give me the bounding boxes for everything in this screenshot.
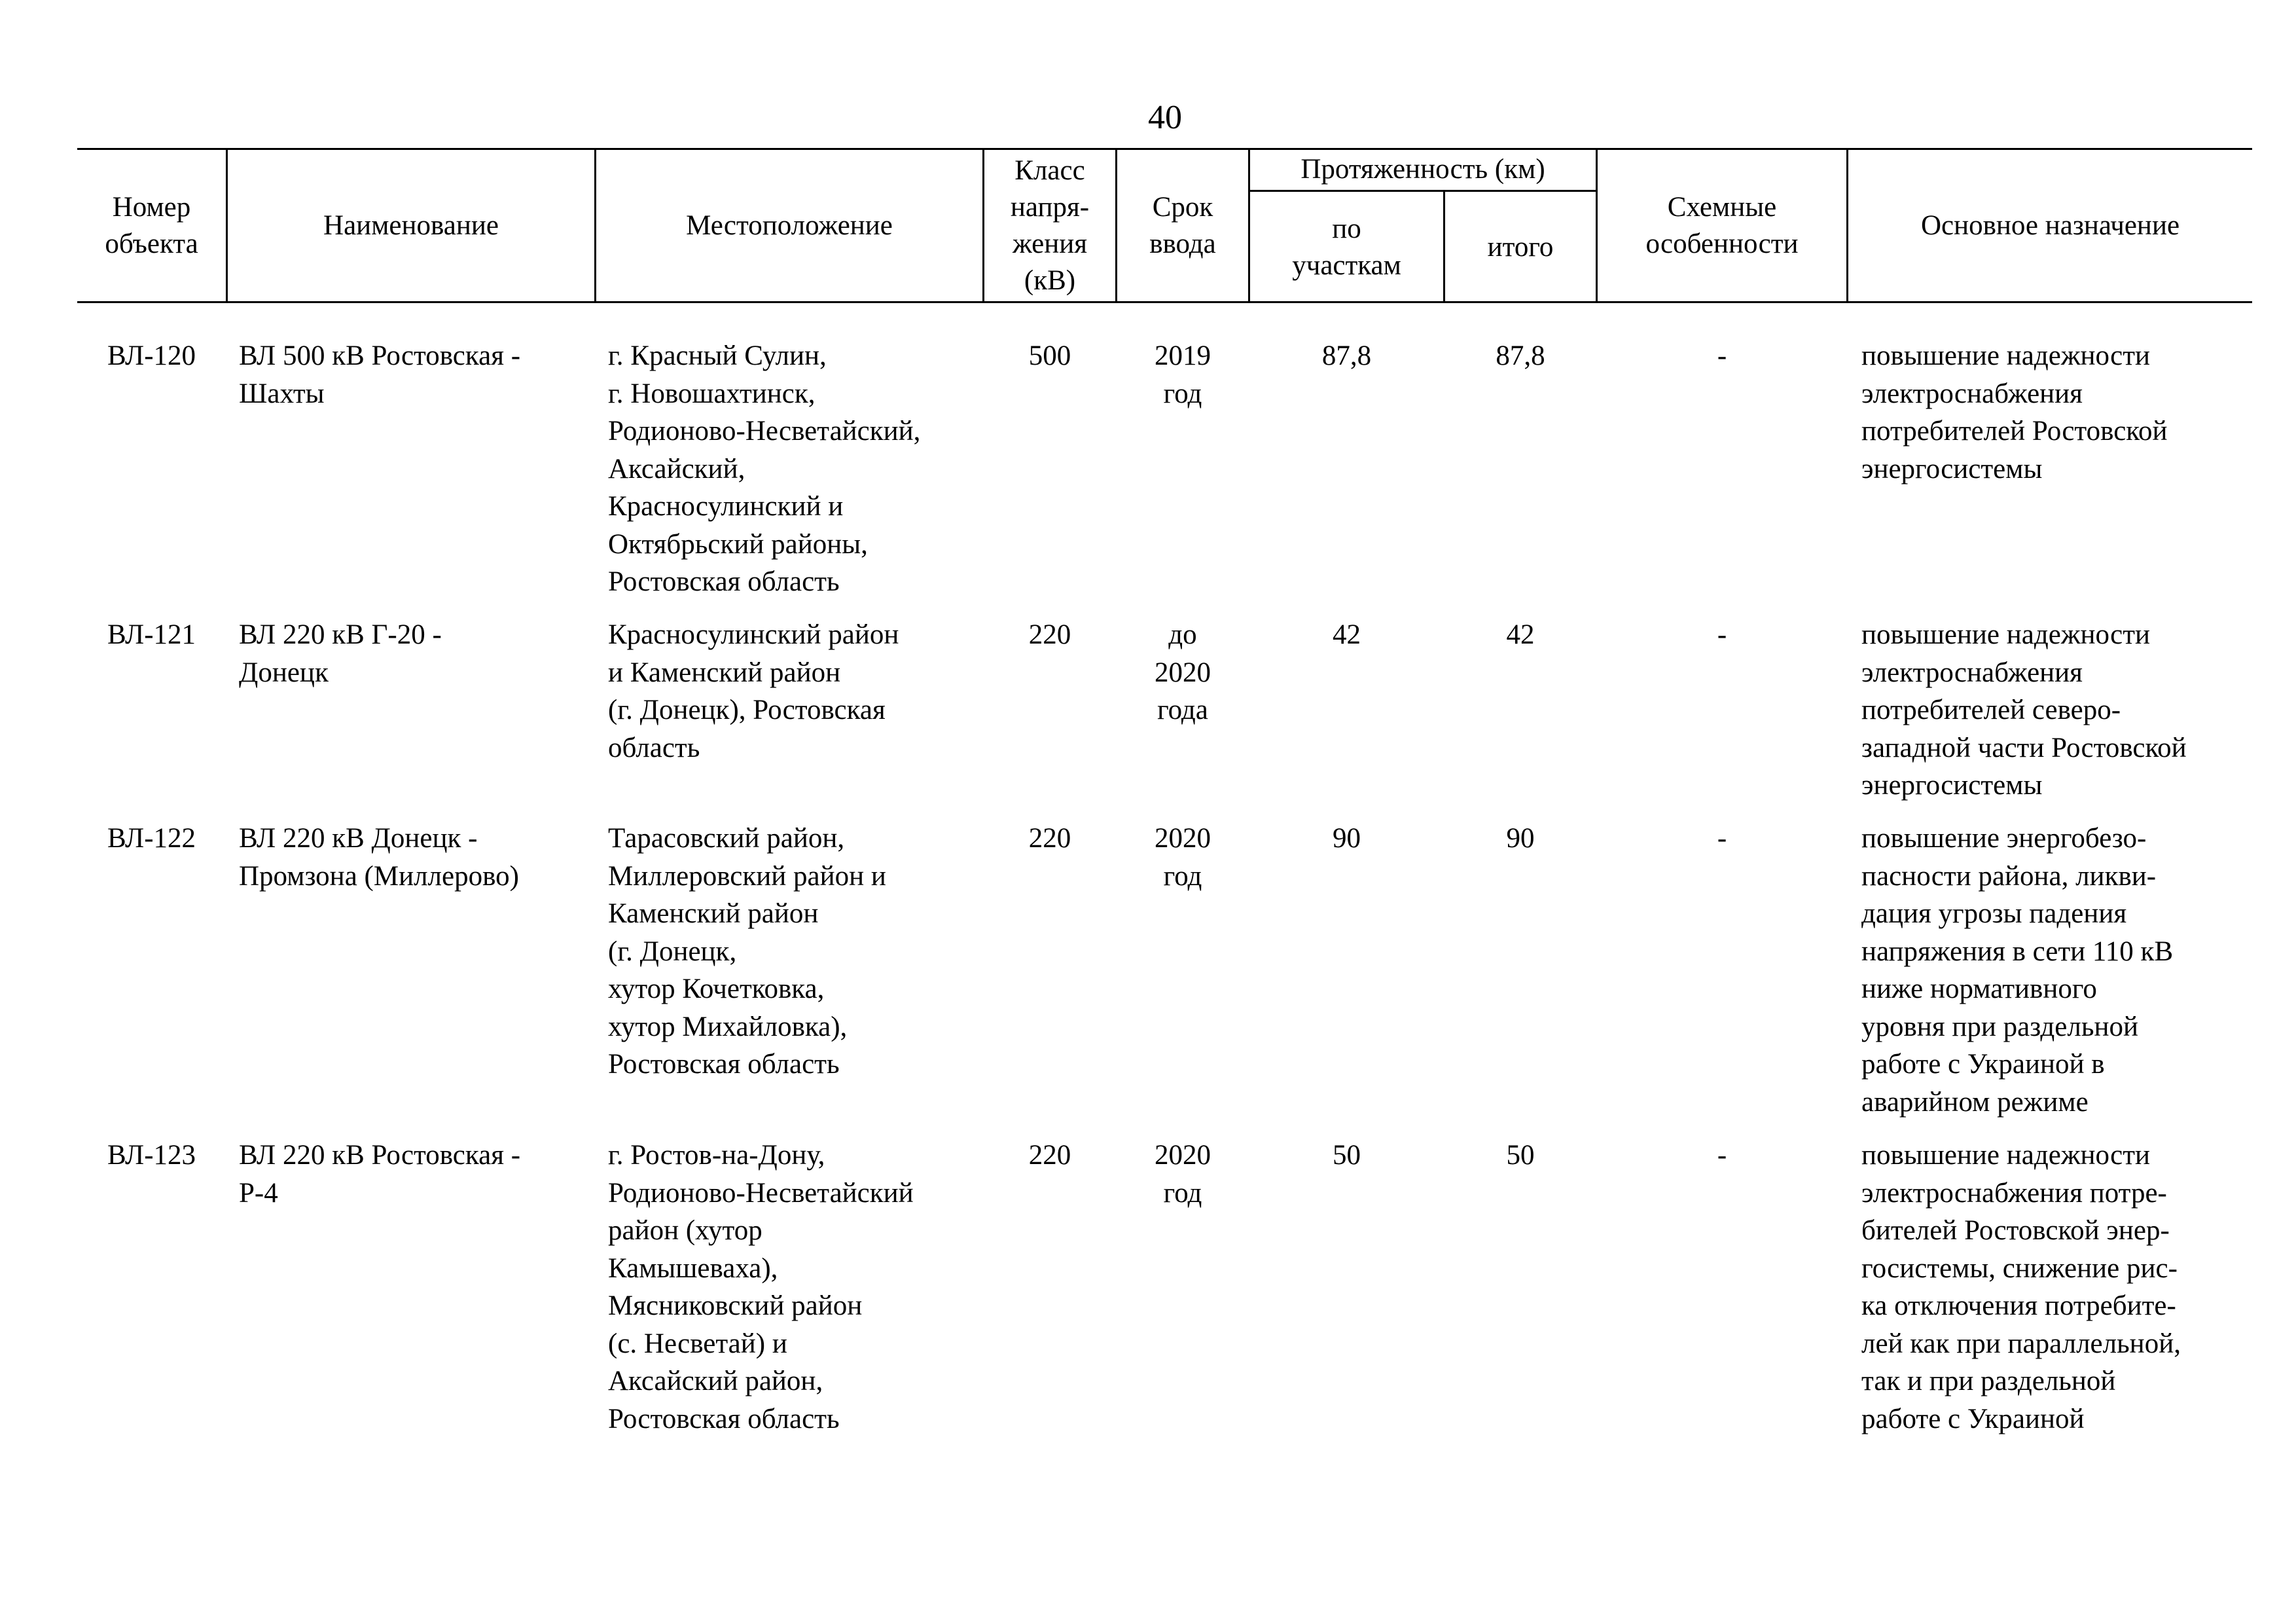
row-purpose: повышение энергобезо- пасности района, ликви- дация угрозы падения напряжения в сети 110 кВ ниже нормативного уровня при раздельной работе с Украиной в аварийном режиме bbox=[1861, 823, 2174, 1118]
header-number: Номер объекта bbox=[105, 191, 198, 259]
header-voltage: Класс напря- жения (кВ) bbox=[1010, 155, 1090, 296]
header-length-title: Протяженность (км) bbox=[1300, 154, 1545, 185]
row-scheme: - bbox=[1717, 340, 1727, 371]
row-purpose: повышение надежности электроснабжения потребителей Ростовской энергосистемы bbox=[1861, 340, 2168, 484]
row-number: ВЛ-120 bbox=[107, 340, 196, 371]
header-length-total: итого bbox=[1487, 231, 1554, 263]
row-length-total: 42 bbox=[1506, 619, 1535, 650]
row-scheme: - bbox=[1717, 823, 1727, 854]
header-term: Срок ввода bbox=[1149, 191, 1216, 259]
header-purpose: Основное назначение bbox=[1920, 210, 2180, 241]
row-term: 2020 год bbox=[1155, 823, 1211, 892]
row-purpose: повышение надежности электроснабжения потребителей северо- западной части Ростовской энергосистемы bbox=[1861, 619, 2187, 801]
row-length-total: 50 bbox=[1506, 1140, 1535, 1171]
row-length-total: 87,8 bbox=[1496, 340, 1545, 371]
header-location: Местоположение bbox=[686, 210, 893, 241]
row-voltage: 220 bbox=[1028, 1140, 1071, 1171]
row-location: Красносулинский район и Каменский район (г. Донецк), Ростовская область bbox=[608, 619, 899, 763]
header-length-underline bbox=[1250, 190, 1596, 192]
row-name: ВЛ 220 кВ Г-20 - Донецк bbox=[239, 619, 442, 688]
row-location: г. Ростов-на-Дону, Родионово-Несветайский район (хутор Камышеваха), Мясниковский район (с. Несветай) и Аксайский район, Ростовская область bbox=[608, 1140, 914, 1434]
row-location: Тарасовский район, Миллеровский район и Каменский район (г. Донецк, хутор Кочетковка, хутор Михайловка), Ростовская область bbox=[608, 823, 886, 1080]
row-length-sections: 50 bbox=[1333, 1140, 1361, 1171]
row-name: ВЛ 220 кВ Донецк - Промзона (Миллерово) bbox=[239, 823, 519, 892]
row-purpose: повышение надежности электроснабжения потре- бителей Ростовской энер- госистемы, снижение рис- ка отключения потребите- лей как при параллельной, так и при раздельной работе с Украиной bbox=[1861, 1140, 2181, 1434]
header-name: Наименование bbox=[323, 210, 499, 241]
table-header bbox=[77, 148, 2252, 303]
row-location: г. Красный Сулин, г. Новошахтинск, Родионово-Несветайский, Аксайский, Красносулинский и Октябрьский районы, Ростовская область bbox=[608, 340, 921, 597]
header-length-sections: по участкам bbox=[1292, 213, 1401, 281]
row-length-sections: 42 bbox=[1333, 619, 1361, 650]
row-scheme: - bbox=[1717, 619, 1727, 650]
row-number: ВЛ-123 bbox=[107, 1140, 196, 1171]
row-name: ВЛ 220 кВ Ростовская - Р-4 bbox=[239, 1140, 521, 1209]
row-voltage: 500 bbox=[1028, 340, 1071, 371]
row-scheme: - bbox=[1717, 1140, 1727, 1171]
row-length-sections: 87,8 bbox=[1321, 340, 1372, 371]
row-name: ВЛ 500 кВ Ростовская - Шахты bbox=[239, 340, 521, 409]
header-scheme: Схемные особенности bbox=[1645, 191, 1799, 259]
row-length-total: 90 bbox=[1506, 823, 1535, 854]
row-number: ВЛ-122 bbox=[107, 823, 196, 854]
row-term: 2020 год bbox=[1155, 1140, 1211, 1209]
row-voltage: 220 bbox=[1028, 619, 1071, 650]
row-term: до 2020 года bbox=[1155, 619, 1211, 725]
row-length-sections: 90 bbox=[1333, 823, 1361, 854]
page-number: 40 bbox=[1148, 99, 1182, 136]
row-voltage: 220 bbox=[1028, 823, 1071, 854]
row-term: 2019 год bbox=[1155, 340, 1211, 409]
row-number: ВЛ-121 bbox=[107, 619, 196, 650]
